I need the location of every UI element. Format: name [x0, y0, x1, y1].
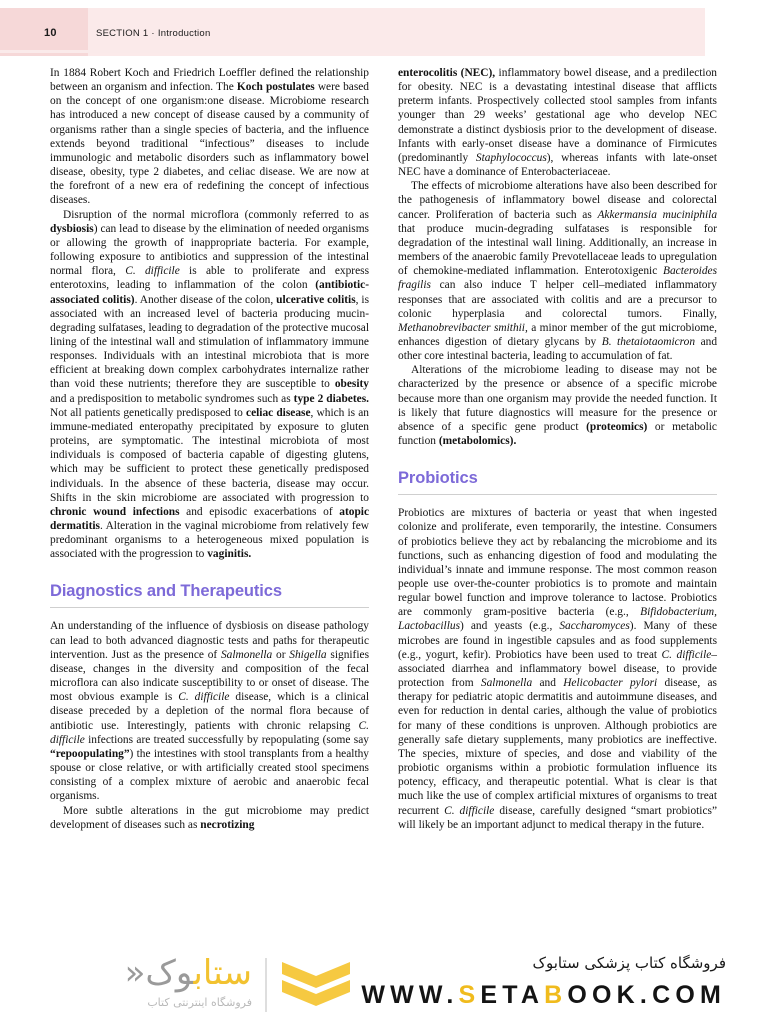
brand-tagline: فروشگاه اینترنتی کتاب: [147, 996, 252, 1009]
url-prefix: WWW.: [361, 981, 459, 1009]
footer-tagline-fa: فروشگاه کتاب پزشکی ستابوک: [532, 954, 726, 972]
url-eta: ETA: [480, 981, 545, 1009]
paragraph: Alterations of the microbiome leading to disease may not be characterized by the presence or absence of a specific microbe because more than one organism may provide the needed function. It is likely that future diagnostics will measure for the presence or absence of a specific gene product (proteomics) or metabolic function (metabolomics).: [398, 364, 717, 448]
footer-url[interactable]: [361, 981, 726, 1010]
setabook-logo[interactable]: [52, 954, 304, 1016]
double-chevron-icon: «: [124, 953, 146, 993]
logo-divider: [265, 958, 267, 1012]
paragraph: Disruption of the normal microflora (commonly referred to as dysbiosis) can lead to disease by the elimination of needed organisms or allowing the growth of inappropriate bacteria. For example, following exposure to antibiotics and suppression of the intestinal normal flora, C. difficile is able to proliferate and express enterotoxins, leading to inflammation of the colon (antibiotic-associated colitis). Another disease of the colon, ulcerative colitis, is associated with an increased level of bacteria producing mucin-degrading sulfatases, leading to degradation of the protective mucosal lining of the intestinal wall and stimulation of inflammatory immune responses. Individuals with an intestinal microbiota that is more efficient at breaking down complex carbohydrates internalize rather than void these nutrients; therefore they are susceptible to obesity and a predisposition to metabolic syndromes such as type 2 diabetes. Not all patients genetically predisposed to celiac disease, which is an immune-mediated enteropathy precipitated by exposure to gluten proteins, are symptomatic. The intestinal microbiota of most individuals is composed of bacteria capable of digesting glutens, which may be sufficient to protect these genetically predisposed individuals. In the absence of these bacteria, disease may occur. Shifts in the skin microbiome are associated with progression to chronic wound infections and episodic exacerbations of atopic dermatitis. Alteration in the vaginal microbiome from relatively few predominant organisms to a heterogeneous mixed population is associated with the progression to vaginitis.: [50, 208, 370, 561]
running-head-rule: [0, 50, 705, 53]
paragraph: enterocolitis (NEC), inflammatory bowel disease, and a predilection for obesity. NEC is a devastating intestinal disease that afflicts preterm infants. Prospectively collected stool samples from infants younger than 29 weeks’ gestational age who develop NEC demonstrate a distinct dysbiosis prior to the development of disease. Infants with early-onset disease have a dominance of Firmicutes (predominantly Staphylococcus), whereas infants with late-onset NEC have a dominance of Enterobacteriaceae.: [398, 67, 717, 179]
paragraph: An understanding of the influence of dysbiosis on disease pathology can lead to both advanced diagnostic tests and paths for therapeutic intervention. Just as the presence of Salmonella or Shigella signifies disease, changes in the diversity and composition of the fecal microflora can also indicate susceptibility to or onset of disease. The most obvious example is C. difficile disease, which is a clinical disease preceded by a depletion of the normal flora because of antibiotic use. Interestingly, patients with chronic relapsing C. difficile infections are treated successfully by repopulating (some say “repoopulating”) the intestines with stool transplants from a healthy spouse or close relative, or with artificially created stool specimens consisting of a complex mixture of aerobic and anaerobic fecal organisms.: [50, 620, 369, 803]
url-b: B: [544, 981, 568, 1009]
left-column: [50, 66, 369, 832]
brand-wordmark-gold: ستاب: [193, 953, 252, 993]
section-heading-diagnostics: Diagnostics and Therapeutics: [50, 582, 369, 608]
paragraph: The effects of microbiome alterations have also been described for the pathogenesis of inflammatory bowel disease and colorectal cancer. Proliferation of bacteria such as Akkermansia muciniphila that produce mucin-degrading sulfatases is responsible for degradation of the intestinal wall lining. Additionally, an increase in members of the anaerobic family Prevotellaceae leads to upregulation of chemokine-mediated inflammation. Enterotoxigenic Bacteroides fragilis can also induce T helper cell–mediated inflammatory responses that are associated with colitis and are a precursor to colonic hyperplasia and colorectal tumors. Finally, Methanobrevibacter smithii, a minor member of the gut microbiome, enhances digestion of dietary glycans by B. thetaiotaomicron and other core intestinal bacteria, leading to accumulation of fat.: [398, 180, 718, 363]
right-column: [398, 66, 717, 832]
running-title-chapter: Introduction: [157, 28, 211, 39]
paragraph: Probiotics are mixtures of bacteria or yeast that when ingested colonize and proliferate, even temporarily, the intestine. Consumers of probiotics believe they act by rebalancing the microbiome and its functions, such as enhancing digestion of food and modulating the individual’s innate and immune response. The most common reason people use over-the-counter probiotics is to promote and maintain regular bowel function and improve tolerance to lactose. Probiotics are commonly gram-positive bacteria (e.g., Bifidobacterium, Lactobacillus) and yeasts (e.g., Saccharomyces). Many of these microbes are found in ingestible capsules and as food supplements (e.g., yogurt, kefir). Probiotics have been used to treat C. difficile–associated diarrhea and inflammatory bowel disease, to provide protection from Salmonella and Helicobacter pylori disease, as therapy for pediatric atopic dermatitis and autoimmune diseases, and even for reduction in dental caries, although the value of probiotics for many of these conditions is unproven. Although probiotics are generally safe dietary supplements, many probiotics are ineffective. The species, mixture of species, and dose and viability of the probiotic organisms within a probiotic formulation influence its potency, efficacy, and therapeutic potential. What is clear is that much like the use of complex artificial mixtures of organisms to treat recurrent C. difficile disease, carefully designed “smart probiotics” will likely be an important adjunct to medical therapy in the future.: [398, 507, 718, 831]
chevron-stack-icon: [280, 960, 352, 1012]
page-number: 10: [44, 27, 57, 39]
section-heading-probiotics: Probiotics: [398, 469, 717, 495]
running-title-separator: ·: [151, 28, 155, 39]
watermark-footer: [0, 945, 768, 1023]
paragraph: In 1884 Robert Koch and Friedrich Loeffler defined the relationship between an organism and infection. The Koch postulates were based on the concept of one organism:one disease. Microbiome research has introduced a new concept of disease caused by a community of organisms rather than a single species of bacteria, and the influence extends beyond traditional “infectious” diseases to include immunologic and metabolic disorders such as inflammatory bowel disease, obesity, type 2 diabetes, and celiac disease. We are now at the forefront of a new era of redefining the concept of infectious diseases.: [50, 67, 370, 207]
brand-wordmark: [52, 952, 252, 994]
running-title-section: SECTION 1: [96, 28, 149, 39]
paragraph: More subtle alterations in the gut microbiome may predict development of diseases such as necrotizing: [50, 804, 369, 831]
brand-wordmark-grey: وک: [145, 953, 194, 993]
url-s: S: [458, 981, 481, 1009]
running-title: [96, 28, 210, 39]
url-suffix: OOK.COM: [567, 981, 726, 1009]
body-columns: [50, 66, 718, 832]
